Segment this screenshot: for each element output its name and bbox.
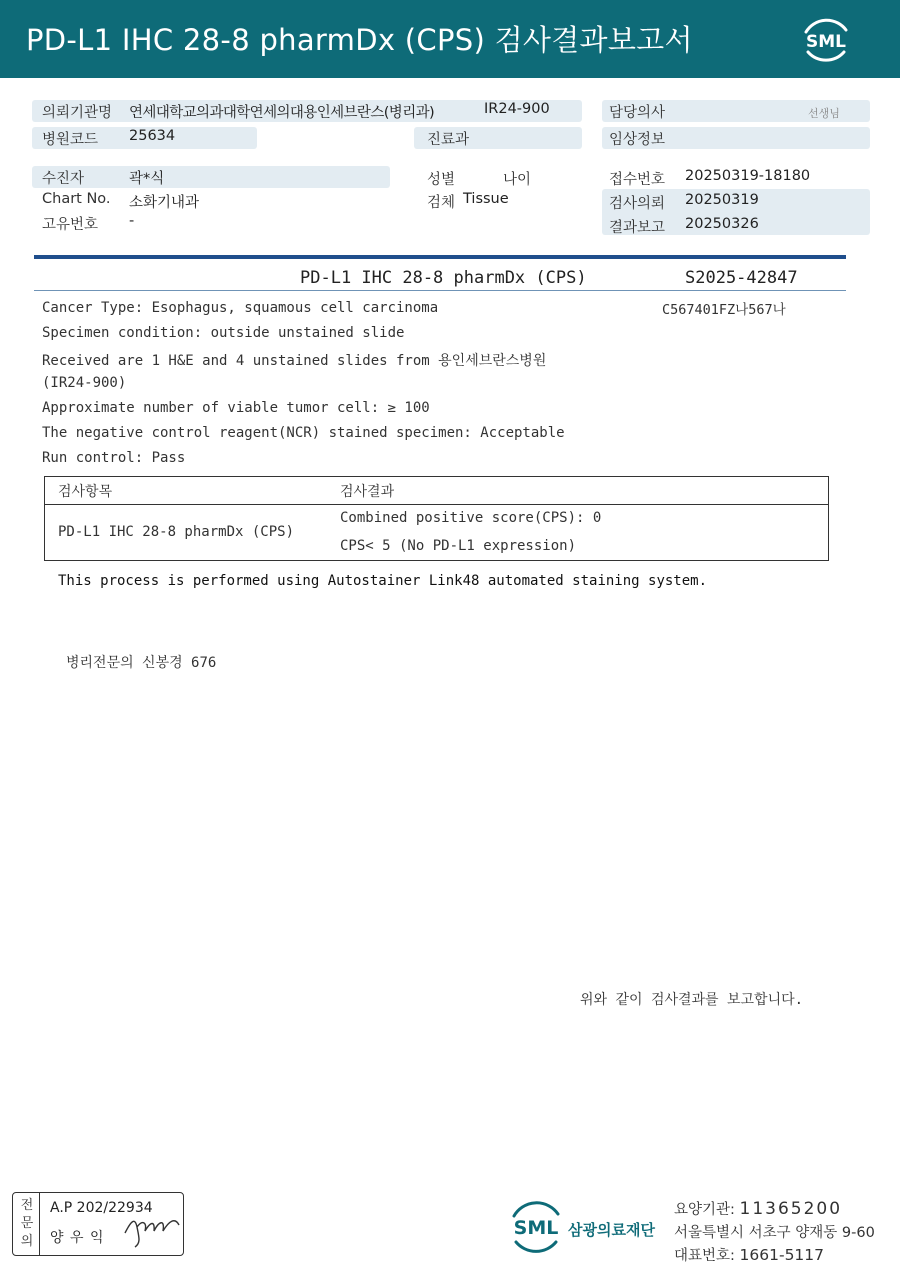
patient-value: 곽*식 [129,171,165,187]
stamp-ap-number: A.P 202/22934 [50,1200,153,1216]
org-code-value: 11365200 [739,1199,843,1219]
age-label: 나이 [503,172,532,188]
table-header-item: 검사항목 [58,484,113,500]
handwritten-signature-icon [121,1203,183,1251]
patient-row-bg [32,166,390,188]
specimen-label: 검체 [427,195,456,211]
chart-no-label: Chart No. [42,191,111,207]
report-line-specimen-condition: Specimen condition: outside unstained slide [42,325,405,341]
address-line: 서울특별시 서초구 양재동 9-60 [674,1225,875,1241]
section-divider-thin [34,290,846,291]
stamp-name: 양 우 익 [50,1230,105,1246]
sub-code: C567401FZ나567나 [662,302,786,318]
pathologist-signature-line: 병리전문의 신봉경 676 [66,655,217,671]
report-line-received: Received are 1 H&E and 4 unstained slides from 용인세브란스병원 [42,353,547,369]
sex-label: 성별 [427,172,456,188]
report-line-negative-control: The negative control reagent(NCR) stained specimen: Acceptable [42,425,565,441]
report-header [0,0,900,78]
report-line-institution-code: (IR24-900) [42,375,127,391]
doctor-label: 담당의사 [609,105,666,121]
clinical-info-label: 임상정보 [609,132,666,148]
foundation-name: 삼광의료재단 [568,1221,655,1239]
report-date-value: 20250326 [685,216,759,232]
report-date-label: 결과보고 [609,220,666,236]
stamp-vertical-text: 전문의 [20,1198,34,1249]
foundation-logo-icon [508,1198,564,1258]
report-title: PD-L1 IHC 28-8 pharmDx (CPS) [300,268,587,288]
table-cell-result-line1: Combined positive score(CPS): 0 [340,510,602,526]
institution-label: 의뢰기관명 [42,105,113,121]
specimen-value: Tissue [463,191,509,207]
closing-statement: 위와 같이 검사결과를 보고합니다. [580,992,804,1008]
request-value: 20250319 [685,192,759,208]
table-cell-result-line2: CPS< 5 (No PD-L1 expression) [340,538,577,554]
header-logo-text: SML [806,32,846,52]
case-number: S2025-42847 [685,268,798,288]
report-line-run-control: Run control: Pass [42,450,186,466]
request-label: 검사의뢰 [609,196,666,212]
result-table-header-divider [45,504,828,505]
report-line-cancer-type: Cancer Type: Esophagus, squamous cell carcinoma [42,300,439,316]
reception-label: 접수번호 [609,172,666,188]
org-code-label: 요양기관: [674,1202,735,1218]
stamp-divider [39,1193,40,1255]
unique-no-value: - [129,213,135,229]
report-line-tumor-cell: Approximate number of viable tumor cell: ≥ 100 [42,400,430,416]
institution-code: IR24-900 [484,101,550,117]
hospital-code-label: 병원코드 [42,132,99,148]
phone-label: 대표번호: [674,1248,735,1264]
process-note: This process is performed using Autostainer Link48 automated staining system. [58,573,708,589]
reception-value: 20250319-18180 [685,168,811,184]
phone-value: 1661-5117 [739,1246,825,1264]
foundation-logo-text: SML [513,1217,559,1239]
section-divider-thick [34,255,846,259]
doctor-suffix: 선생님 [808,107,840,120]
hospital-code-value: 25634 [129,128,176,144]
table-header-result: 검사결과 [340,484,395,500]
department-label: 진료과 [427,132,470,148]
unique-no-label: 고유번호 [42,217,99,233]
patient-label: 수진자 [42,171,85,187]
phone-line [674,1244,824,1265]
pathologist-stamp [12,1192,184,1256]
report-header-title: PD-L1 IHC 28-8 pharmDx (CPS) 검사결과보고서 [26,23,693,57]
institution-value: 연세대학교의과대학연세의대용인세브란스(병리과) [129,105,435,121]
chart-no-value: 소화기내과 [129,195,200,211]
org-code-line [674,1198,842,1219]
table-cell-item: PD-L1 IHC 28-8 pharmDx (CPS) [58,524,295,540]
sml-logo-icon [798,12,854,68]
